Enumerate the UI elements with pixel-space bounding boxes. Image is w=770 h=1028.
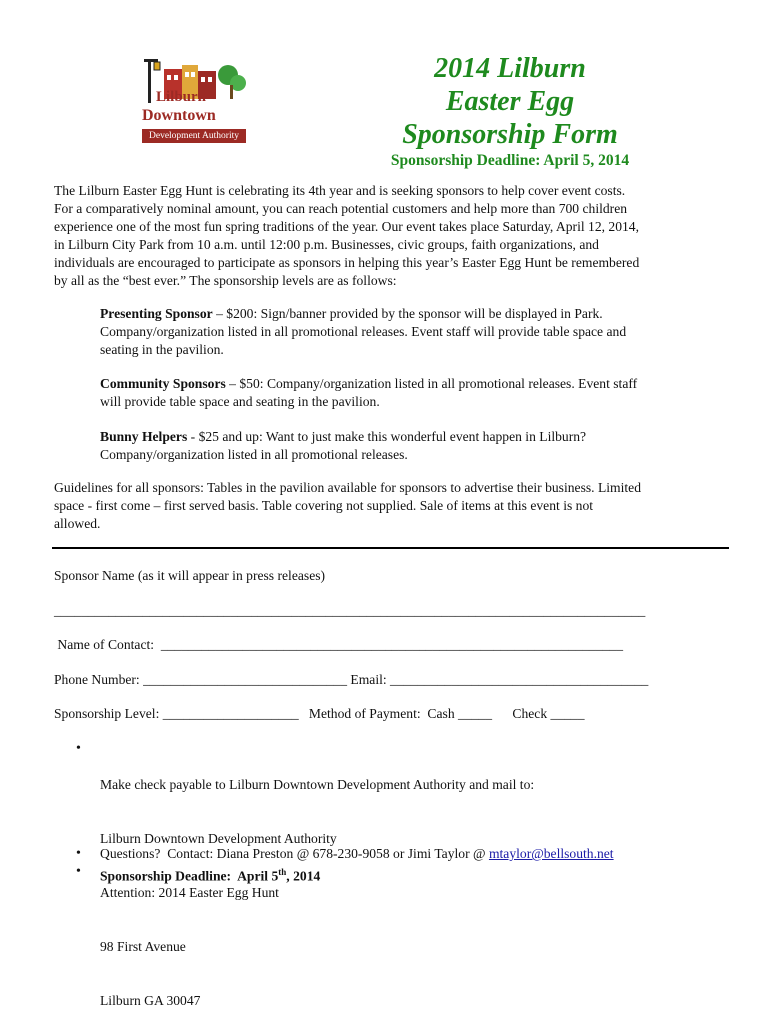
sponsorship-deadline-heading: Sponsorship Deadline: April 5, 2014	[390, 152, 630, 169]
intro-line: For a comparatively nominal amount, you can reach potential customers and help more than 700 children	[54, 201, 628, 216]
sponsor-name-label: Sponsor Name (as it will appear in press releases)	[54, 568, 326, 583]
title-line-2: Easter Egg	[445, 86, 575, 117]
final-deadline	[100, 863, 320, 886]
title-line-3: Sponsorship Form	[402, 119, 618, 150]
level-desc: – $50: Company/organization listed in all promotional releases. Event staff	[225, 376, 638, 391]
final-deadline-prefix: Sponsorship Deadline: April 5	[100, 868, 279, 884]
level-payment-field[interactable]: Sponsorship Level: ____________________ Method of Payment: Cash _____ Check _____	[54, 706, 585, 721]
mail-line: Lilburn GA 30047	[100, 993, 201, 1008]
level-desc: seating in the pavilion.	[100, 342, 224, 357]
final-deadline-sup: th	[278, 867, 287, 877]
logo-text-authority: Development Authority	[149, 131, 239, 141]
guidelines-line: Guidelines for all sponsors: Tables in the pavilion available for sponsors to advertise their business. Limited	[54, 480, 641, 495]
logo-text-lilburn: Lilburn	[156, 89, 207, 105]
intro-line: experience one of the most fun spring traditions of the year. Our event takes place Saturday, April 12, 2014,	[54, 219, 639, 234]
page-title	[330, 52, 690, 151]
bullet: •	[76, 846, 81, 861]
level-name: Bunny Helpers	[100, 429, 188, 444]
logo-text-downtown: Downtown	[142, 107, 216, 124]
bullet: •	[76, 864, 81, 879]
contact-email-link[interactable]: mtaylor@bellsouth.net	[488, 846, 614, 861]
intro-line: by all as the “best ever.” The sponsorship levels are as follows:	[54, 273, 397, 288]
guidelines-line: allowed.	[54, 516, 101, 531]
intro-line: The Lilburn Easter Egg Hunt is celebrating its 4th year and is seeking sponsors to help cover event costs.	[54, 183, 626, 198]
mail-line: Make check payable to Lilburn Downtown Development Authority and mail to:	[100, 777, 535, 792]
questions-line	[100, 845, 614, 863]
sponsor-name-field[interactable]: _______________________________________________________________________________________	[54, 603, 646, 618]
questions-text: Questions? Contact: Diana Preston @ 678-230-9058 or Jimi Taylor @	[100, 846, 489, 861]
guidelines-line: space - first come – first served basis. Table covering not supplied. Sale of items at this event is not	[54, 498, 594, 513]
bullet: •	[76, 741, 81, 756]
level-presenting-sponsor	[100, 305, 720, 359]
level-desc: will provide table space and seating in the pavilion.	[100, 394, 380, 409]
level-name: Presenting Sponsor	[100, 306, 213, 321]
mail-line: Attention: 2014 Easter Egg Hunt	[100, 885, 279, 900]
mail-line: 98 First Avenue	[100, 939, 186, 954]
level-desc: – $200: Sign/banner provided by the sponsor will be displayed in Park.	[212, 306, 603, 321]
level-desc: Company/organization listed in all promotional releases.	[100, 447, 408, 462]
level-community-sponsors	[100, 375, 720, 411]
final-deadline-suffix: , 2014	[286, 868, 321, 884]
title-line-1: 2014 Lilburn	[434, 53, 586, 84]
intro-paragraph	[54, 182, 724, 290]
intro-line: individuals are encouraged to participate as sponsors in helping this year’s Easter Egg Hunt be remembered	[54, 255, 640, 270]
level-desc: - $25 and up: Want to just make this wonderful event happen in Lilburn?	[187, 429, 587, 444]
contact-name-field[interactable]: Name of Contact: ____________________________________________________________________	[54, 637, 624, 652]
mail-line: Lilburn Downtown Development Authority	[100, 831, 337, 846]
lilburn-downtown-logo	[140, 55, 252, 147]
section-divider	[52, 547, 729, 549]
level-bunny-helpers	[100, 428, 720, 464]
intro-line: in Lilburn City Park from 10 a.m. until 12:00 p.m. Businesses, civic groups, faith organizations, and	[54, 237, 599, 252]
guidelines-paragraph	[54, 479, 724, 533]
phone-email-field[interactable]: Phone Number: ______________________________ Email: ______________________________________	[54, 672, 649, 687]
level-desc: Company/organization listed in all promotional releases. Event staff will provide table space and	[100, 324, 627, 339]
level-name: Community Sponsors	[100, 376, 226, 391]
